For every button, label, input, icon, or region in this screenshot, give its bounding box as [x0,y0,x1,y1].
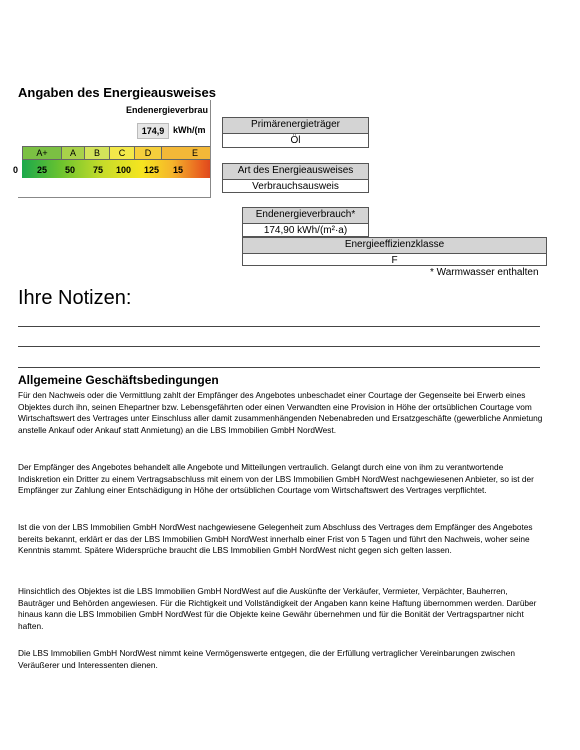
efficiency-class-label: Energieeffizienzklasse [243,238,546,254]
primary-carrier-value: Öl [290,135,301,146]
notes-line[interactable] [18,346,540,347]
consumption-box [242,207,369,237]
notes-line[interactable] [18,367,540,368]
certificate-type-value: Verbrauchsausweis [252,181,339,192]
agb-paragraph: Für den Nachweis oder die Vermittlung zahlt der Empfänger des Angebotes unbeschadet einer Courtage der Gegenseite bei Erwerb eines Objektes durch ihn, seinen Ehepartner bzw. Lebensgefährten oder einen Verwandten eine Provision in Höhe der ortsüblichen Courtage vom Wirtschaftswert des Vertrages unter Einschluss aller damit zusammenhängenden Nebenabreden und Ersatzgeschäfte (gewerbliche Anmietung anstelle Ankauf oder Ankauf statt Anmietung) an die LBS Immobilien GmbH NordWest. [18,390,543,435]
scale-class-b: B [85,147,110,159]
agb-title: Allgemeine Geschäftsbedingungen [18,373,219,387]
scale-class-c: C [110,147,135,159]
scale-class-a: A [62,147,85,159]
footnote: * Warmwasser enthalten [430,267,539,278]
agb-paragraph: Die LBS Immobilien GmbH NordWest nimmt keine Vermögenswerte entgegen, die der Erfüllung vertraglicher Vereinbarungen zwischen Veräußerer und Interessenten dienen. [18,648,515,670]
scale-class-e: E [162,147,211,159]
energy-scale-graphic [18,100,211,198]
scale-ticks [9,165,209,179]
scale-value: 174,9 [137,123,169,139]
efficiency-class-value: F [391,255,398,266]
scale-tick: 75 [93,165,104,175]
scale-class-d: D [135,147,162,159]
agb-paragraph: Hinsichtlich des Objektes ist die LBS Immobilien GmbH NordWest auf die Auskünfte der Verkäufer, Vermieter, Verpächter, Bauherren, Bauträger und Behörden angewiesen. Für die Richtigkeit und Vollständigkeit der Angaben kann keine Haftung übernommen werden. Darüber hinaus kann die LBS Immobilien GmbH NordWest für die Objekte keine Gewähr übernehmen und für die Bonität der Vertragspartner nicht haften. [18,586,537,631]
scale-tick: 25 [37,165,48,175]
scale-tick: 100 [116,165,132,175]
agb-paragraph: Der Empfänger des Angebotes behandelt alle Angebote und Mitteilungen vertraulich. Gelangt durch eine von ihm zu verantwortende Indiskretion ein Dritter zu einem Vertragsabschluss mit einem von der LBS Immobilien GmbH NordWest nachgewiesenen Anbieter, so ist der Empfänger zur Zahlung einer Entschädigung in Höhe der ortsüblichen Courtage vom Wirtschaftswert des Vertrages verpflichtet. [18,462,534,496]
scale-tick: 15 [173,165,184,175]
efficiency-class-box [242,237,547,266]
agb-paragraph: Ist die von der LBS Immobilien GmbH NordWest nachgewiesene Gelegenheit zum Abschluss des Vertrages dem Empfänger des Angebotes bereits bekannt, erklärt er das der LBS Immobilien GmbH NordWest innerhalb einer Frist von 5 Tagen und führt den Nachweis, woher seine Kenntnis stammt. Spätere Widersprüche braucht die LBS Immobilien GmbH NordWest nicht gegen sich gelten lassen. [18,522,533,556]
consumption-label: Endenergieverbrauch* [243,208,368,224]
scale-tick: 125 [144,165,160,175]
scale-tick: 0 [13,165,19,175]
primary-carrier-box [222,117,369,148]
scale-class-strip [22,146,211,160]
scale-tick: 50 [65,165,76,175]
scale-unit: kWh/(m [173,125,206,135]
consumption-value: 174,90 kWh/(m²·a) [263,225,348,236]
scale-header: Endenergieverbrau [126,105,209,115]
scale-class-a-plus: A+ [23,147,62,159]
certificate-type-box [222,163,369,193]
primary-carrier-label: Primärenergieträger [223,118,368,134]
certificate-type-label: Art des Energieausweises [223,164,368,180]
notes-line[interactable] [18,326,540,327]
energy-section-title: Angaben des Energieausweises [18,85,216,100]
notes-title: Ihre Notizen: [18,287,132,309]
